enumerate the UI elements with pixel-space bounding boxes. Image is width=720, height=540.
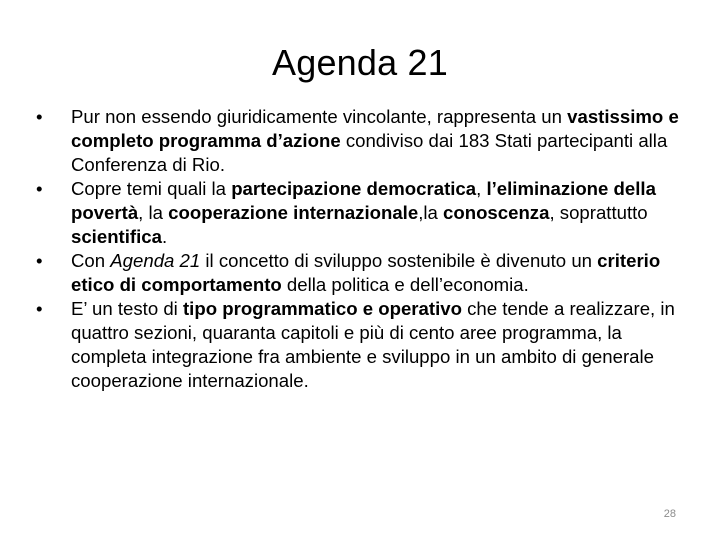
bullet-text: Pur non essendo giuridicamente vincolante, rappresenta un [71, 106, 568, 127]
bullet-text: . [161, 226, 168, 247]
bullet-item [36, 177, 696, 249]
bullet-text: , soprattutto [549, 202, 648, 223]
bullet-text: E’ un testo di [71, 298, 183, 319]
bullet-text-bold: cooperazione internazionale [168, 202, 419, 223]
bullet-text-bold: l’eliminazione della povertà [71, 178, 656, 223]
bullet-text-bold: vastissimo e completo programma d’azione [71, 106, 679, 151]
bullet-text-bold: partecipazione democratica [231, 178, 477, 199]
bullet-dot-icon: • [36, 106, 43, 127]
bullet-text: , [476, 178, 487, 199]
bullet-text: che tende a realizzare, in quattro sezioni, quaranta capitoli e più di cento aree programma, la completa integrazione fra ambiente e sviluppo in un ambito di generale cooperazione internazionale. [71, 298, 675, 391]
bullet-text: il concetto di sviluppo sostenibile è divenuto un [200, 250, 598, 271]
bullet-text: condiviso dai 183 Stati partecipanti alla Conferenza di Rio. [71, 130, 668, 175]
bullet-text: Con [71, 250, 111, 271]
bullet-dot-icon: • [36, 178, 43, 199]
bullet-text: ,la [418, 202, 444, 223]
bullet-text-bold: criterio etico di comportamento [71, 250, 661, 295]
bullet-text-bold: conoscenza [443, 202, 550, 223]
bullet-text: , la [138, 202, 169, 223]
bullet-text: della politica e dell’economia. [281, 274, 529, 295]
bullet-text-bold: tipo programmatico e operativo [182, 298, 462, 319]
page-number: 28 [663, 508, 676, 520]
bullet-item [36, 249, 696, 297]
bullet-text-bold: scientifica [71, 226, 162, 247]
bullet-text-italic: Agenda 21 [110, 250, 201, 271]
bullet-item [36, 297, 696, 393]
slide-title: Agenda 21 [272, 42, 448, 83]
bullet-list [36, 105, 696, 393]
bullet-text: Copre temi quali la [71, 178, 232, 199]
bullet-item [36, 105, 696, 177]
bullet-dot-icon: • [36, 298, 43, 319]
bullet-dot-icon: • [36, 250, 43, 271]
